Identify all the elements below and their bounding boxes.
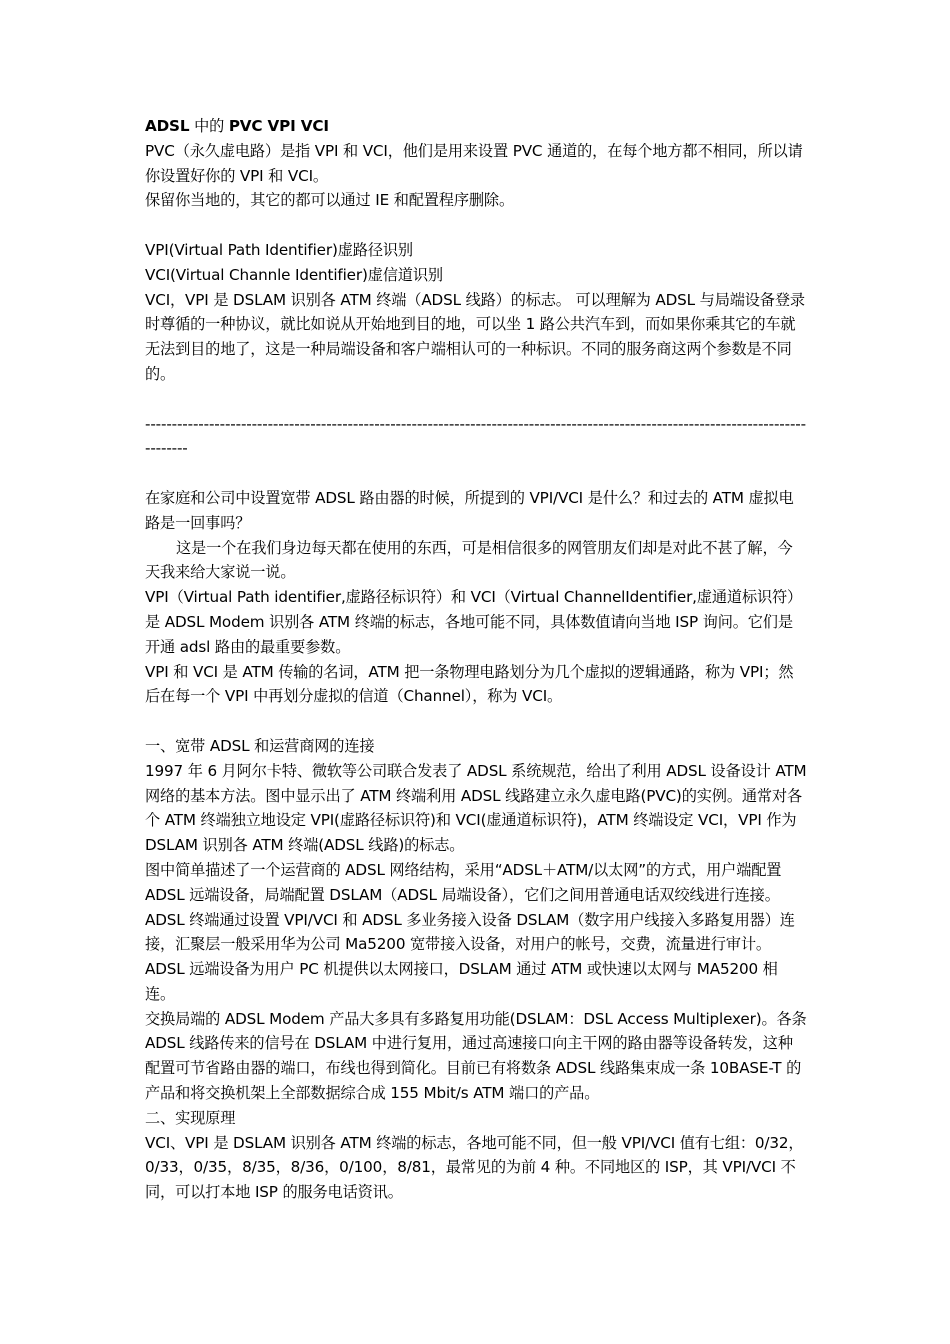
paragraph-keep-local: 保留你当地的，其它的都可以通过 IE 和配置程序删除。 bbox=[145, 191, 514, 210]
paragraph-vci-vpi-explained: VCI，VPI 是 DSLAM 识别各 ATM 终端（ADSL 线路）的标志。 可以理解为 ADSL 与局端设备登录时尊循的一种协议，就比如说从开始地到目的地，可以坐 1 路公共汽车到，而如果你乘其它的车就无法到目的地了，这是一种局端设备和客户端相认可的一种标识。不同的服务商这两个参数是不同的。 bbox=[145, 290, 805, 383]
paragraph-vci-name: VCI(Virtual Channle Identifier)虚信道识别 bbox=[145, 265, 443, 284]
blank-line bbox=[145, 709, 807, 734]
section-heading-1: 一、宽带 ADSL 和运营商网的连接 bbox=[145, 736, 375, 755]
paragraph-vpi-vci-values: VCI、VPI 是 DSLAM 识别各 ATM 终端的标志，各地可能不同，但一般 VPI/VCI 值有七组：0/32，0/33，0/35，8/35，8/36，0/100，8/81，最常见的为前 4 种。不同地区的 ISP，其 VPI/VCI 不同，可以打本地 ISP 的服务电话资讯。 bbox=[145, 1133, 804, 1202]
paragraph-vpi-vci-identifier: VPI（Virtual Path identifier,虚路径标识符）和 VCI（Virtual ChannelIdentifier,虚通道标识符）是 ADSL Modem 识别各 ATM 终端的标志，各地可能不同，具体数值请向当地 ISP 询问。它们是开通 adsl 路由的最重要参数。 bbox=[145, 588, 803, 656]
paragraph-adsl-spec: 1997 年 6 月阿尔卡特、微软等公司联合发表了 ADSL 系统规范，给出了利用 ADSL 设备设计 ATM 网络的基本方法。图中显示出了 ATM 终端利用 ADSL 线路建立永久虚电路(PVC)的实例。通常对各个 ATM 终端独立地设定 VPI(虚路径标识符)和 VCI(虚通道标识符)，ATM 终端设定 VCI，VPI 作为 DSLAM 识别各 ATM 终端(ADSL 线路)的标志。 bbox=[145, 761, 807, 855]
paragraph-intro: 这是一个在我们身边每天都在使用的东西，可是相信很多的网管朋友们却是对此不甚了解，今天我来给大家说一说。 bbox=[145, 538, 793, 582]
title-part-pvc: PVC VPI VCI bbox=[228, 117, 329, 135]
paragraph-network-structure: 图中简单描述了一个运营商的 ADSL 网络结构，采用“ADSL＋ATM/以太网”的方式，用户端配置 ADSL 远端设备，局端配置 DSLAM（ADSL 局端设备），它们之间用普通电话双绞线进行连接。ADSL 终端通过设置 VPI/VCI 和 ADSL 多业务接入设备 DSLAM（数字用户线接入多路复用器）连接，汇聚层一般采用华为公司 Ma5200 宽带接入设备，对用户的帐号，交费，流量进行审计。 bbox=[145, 860, 795, 954]
blank-line bbox=[145, 213, 807, 238]
document-body bbox=[145, 114, 807, 1205]
paragraph-atm-terms: VPI 和 VCI 是 ATM 传输的名词，ATM 把一条物理电路划分为几个虚拟的逻辑通路，称为 VPI；然后在每一个 VPI 中再划分虚拟的信道（Channel），称为 VCI。 bbox=[145, 662, 794, 706]
section-heading-2: 二、实现原理 bbox=[145, 1108, 236, 1127]
paragraph-dslam-multiplex: 交换局端的 ADSL Modem 产品大多具有多路复用功能(DSLAM：DSL Access Multiplexer)。各条 ADSL 线路传来的信号在 DSLAM 中进行复用，通过高速接口向主干网的路由器等设备转发，这种配置可节省路由器的端口，布线也得到简化。目前已有将数条 ADSL 线路集束成一条 10BASE-T 的产品和将交换机架上全部数据综合成 155 Mbit/s ATM 端口的产品。 bbox=[145, 1009, 807, 1103]
title-part-middle: 中的 bbox=[189, 117, 229, 135]
title-part-adsl: ADSL bbox=[145, 117, 190, 135]
blank-line bbox=[145, 461, 807, 486]
paragraph-question: 在家庭和公司中设置宽带 ADSL 路由器的时候，所提到的 VPI/VCI 是什么？和过去的 ATM 虚拟电路是一回事吗？ bbox=[145, 488, 794, 532]
paragraph-remote-device: ADSL 远端设备为用户 PC 机提供以太网接口，DSLAM 通过 ATM 或快速以太网与 MA5200 相连。 bbox=[145, 960, 778, 1003]
paragraph-vpi-name: VPI(Virtual Path Identifier)虚路径识别 bbox=[145, 240, 413, 259]
dashed-separator: ------------------------------------------------------------------------------------------------------------------------------------ bbox=[145, 414, 806, 458]
paragraph-pvc-definition: PVC（永久虚电路）是指 VPI 和 VCI，他们是用来设置 PVC 通道的，在每个地方都不相同，所以请你设置好你的 VPI 和 VCI。 bbox=[145, 141, 803, 185]
document-title bbox=[145, 114, 807, 139]
blank-line bbox=[145, 387, 807, 412]
